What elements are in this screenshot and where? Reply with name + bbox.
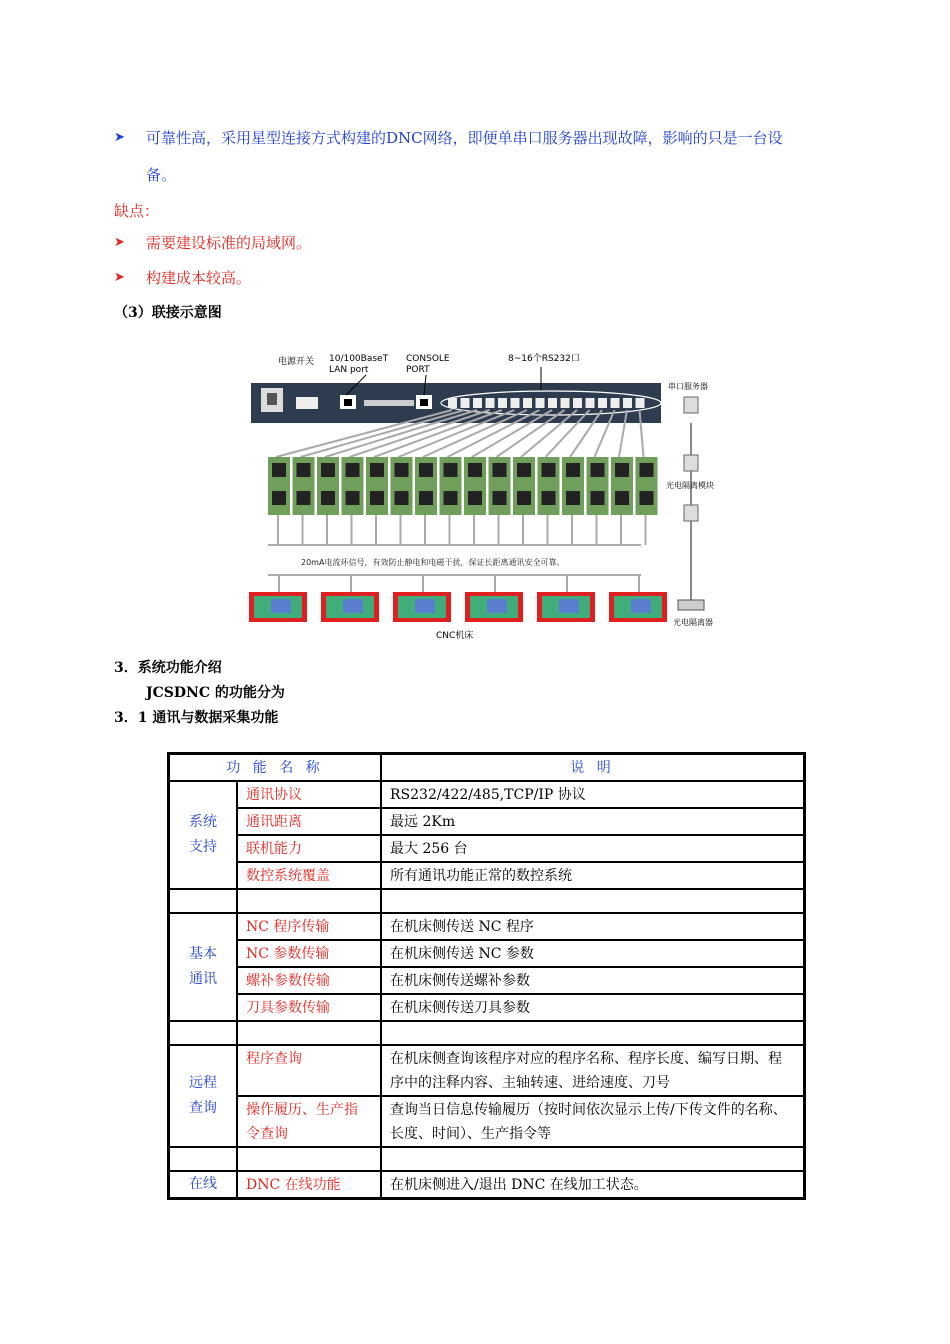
cnc-machine xyxy=(393,575,451,622)
table-row xyxy=(169,1171,804,1198)
console-port-label: CONSOLE xyxy=(406,354,450,364)
table-row xyxy=(169,994,804,1021)
rs232-port xyxy=(623,398,632,408)
disadvantage-label: 缺点： xyxy=(114,202,160,220)
advantage-line-1: 可靠性高，采用星型连接方式构建的DNC网络，即便单串口服务器出现故障，影响的只是一台设 xyxy=(146,129,783,147)
function-name: 刀具参数传输 xyxy=(237,994,381,1021)
isolation-module xyxy=(293,457,315,545)
bullet-arrow-icon: ➤ xyxy=(114,270,125,285)
rs232-port xyxy=(523,398,532,408)
isolation-module xyxy=(440,457,462,545)
cnc-machine xyxy=(321,575,379,622)
rs232-port xyxy=(598,398,607,408)
serial-server-label: 串口服务器 xyxy=(668,382,708,391)
isolation-module xyxy=(391,457,413,545)
isolation-module xyxy=(317,457,339,545)
function-name: 操作履历、生产指 令查询 xyxy=(237,1096,381,1147)
function-desc: RS232/422/485,TCP/IP 协议 xyxy=(381,781,804,808)
function-desc: 最大 256 台 xyxy=(381,835,804,862)
table-row xyxy=(169,913,804,940)
function-desc: 在机床侧查询该程序对应的程序名称、程序长度、编写日期、程 序中的注释内容、主轴转速、进给速度、刀号 xyxy=(381,1045,804,1096)
group-label: 远程 查询 xyxy=(169,1045,237,1147)
isolation-module xyxy=(587,457,609,545)
table-row xyxy=(169,1096,804,1147)
bullet-arrow-icon: ➤ xyxy=(114,130,125,145)
isolation-module xyxy=(562,457,584,545)
disadvantage-item: 需要建设标准的局域网。 xyxy=(146,234,312,252)
rs232-label: 8~16个RS232口 xyxy=(508,354,580,364)
table-header-row xyxy=(169,754,804,781)
isolation-module xyxy=(636,457,658,545)
loop-note: 20mA电流环信号，有效防止静电和电磁干扰，保证长距离通讯安全可靠。 xyxy=(301,558,565,567)
rs232-port xyxy=(461,398,470,408)
table-row xyxy=(169,967,804,994)
function-table xyxy=(167,752,806,1200)
cnc-machine xyxy=(249,575,307,622)
rs232-port xyxy=(511,398,520,408)
function-name: 联机能力 xyxy=(237,835,381,862)
function-name: NC 参数传输 xyxy=(237,940,381,967)
connection-diagram xyxy=(246,345,736,645)
function-desc: 在机床侧传送 NC 参数 xyxy=(381,940,804,967)
power-switch-label: 电源开关 xyxy=(278,357,315,367)
isolation-module-label: 光电隔离模块 xyxy=(666,481,714,490)
diagram-heading: （3）联接示意图 xyxy=(114,305,222,321)
table-row xyxy=(169,781,804,808)
rs232-port xyxy=(486,398,495,408)
console-port-label-2: PORT xyxy=(406,365,430,375)
function-name: 程序查询 xyxy=(237,1045,381,1096)
isolation-module xyxy=(489,457,511,545)
function-desc: 在机床侧传送刀具参数 xyxy=(381,994,804,1021)
section-title: 3．系统功能介绍 xyxy=(114,660,222,676)
rs232-port xyxy=(498,398,507,408)
rs232-port xyxy=(473,398,482,408)
blank-row xyxy=(169,889,804,913)
table-row xyxy=(169,940,804,967)
isolation-module xyxy=(366,457,388,545)
function-desc: 在机床侧进入/退出 DNC 在线加工状态。 xyxy=(381,1171,804,1198)
blank-row xyxy=(169,1021,804,1045)
function-desc: 在机床侧传送 NC 程序 xyxy=(381,913,804,940)
blank-row xyxy=(169,1147,804,1171)
function-name: 数控系统覆盖 xyxy=(237,862,381,889)
function-desc: 查询当日信息传输履历（按时间依次显示上传/下传文件的名称、 长度、时间）、生产指令等 xyxy=(381,1096,804,1147)
subsection-title: 3．1 通讯与数据采集功能 xyxy=(114,710,279,726)
isolation-module xyxy=(342,457,364,545)
cnc-machine xyxy=(609,575,667,622)
table-row xyxy=(169,835,804,862)
rs232-port xyxy=(611,398,620,408)
lan-port-label-2: LAN port xyxy=(329,365,369,375)
function-desc: 最远 2Km xyxy=(381,808,804,835)
header-desc: 说 明 xyxy=(381,754,804,781)
isolator-label: 光电隔离器 xyxy=(673,618,713,627)
cnc-machine xyxy=(537,575,595,622)
group-label: 系统 支持 xyxy=(169,781,237,889)
isolation-module xyxy=(415,457,437,545)
function-name: 通讯协议 xyxy=(237,781,381,808)
table-row xyxy=(169,862,804,889)
table-row xyxy=(169,1045,804,1096)
group-label: 基本 通讯 xyxy=(169,913,237,1021)
group-label: 在线 xyxy=(169,1171,237,1198)
isolation-module xyxy=(611,457,633,545)
lan-port-label: 10/100BaseT xyxy=(329,354,389,364)
isolation-module xyxy=(538,457,560,545)
rs232-port xyxy=(636,398,645,408)
function-name: NC 程序传输 xyxy=(237,913,381,940)
isolation-module xyxy=(464,457,486,545)
isolation-module xyxy=(513,457,535,545)
rs232-port xyxy=(536,398,545,408)
function-name: 螺补参数传输 xyxy=(237,967,381,994)
rs232-port xyxy=(448,398,457,408)
bullet-arrow-icon: ➤ xyxy=(114,235,125,250)
cnc-machine xyxy=(465,575,523,622)
section-subtitle: JCSDNC 的功能分为 xyxy=(146,685,285,701)
rs232-port xyxy=(548,398,557,408)
function-name: DNC 在线功能 xyxy=(237,1171,381,1198)
header-name: 功 能 名 称 xyxy=(169,754,381,781)
rs232-port xyxy=(586,398,595,408)
advantage-line-2: 备。 xyxy=(146,166,177,184)
disadvantage-item: 构建成本较高。 xyxy=(146,269,252,287)
function-desc: 在机床侧传送螺补参数 xyxy=(381,967,804,994)
table-row xyxy=(169,808,804,835)
rs232-port xyxy=(573,398,582,408)
isolation-module xyxy=(268,457,290,545)
rs232-port xyxy=(561,398,570,408)
function-desc: 所有通讯功能正常的数控系统 xyxy=(381,862,804,889)
cnc-label: CNC机床 xyxy=(436,631,474,641)
function-name: 通讯距离 xyxy=(237,808,381,835)
